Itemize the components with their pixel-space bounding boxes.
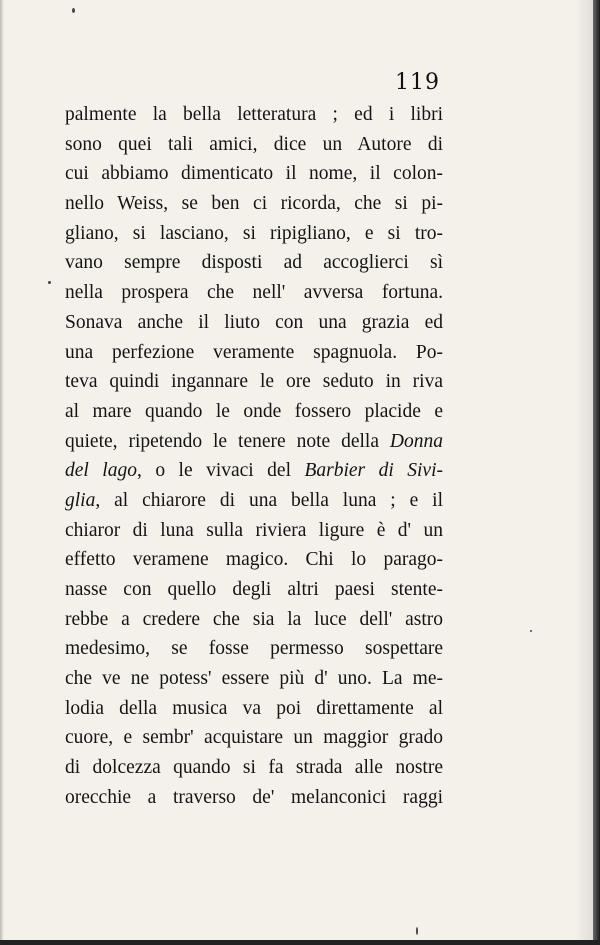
- text-line: Sonava anche il liuto con una grazia ed: [65, 311, 443, 333]
- body-text: [65, 100, 443, 813]
- text-line: sono quei tali amici, dice un Autore di: [65, 133, 443, 155]
- text-line: del lago, o le vivaci del Barbier di Sivi-: [65, 460, 443, 482]
- scan-speck: [72, 8, 75, 13]
- text-line: quiete, ripetendo le tenere note della Donna: [65, 430, 443, 452]
- text-line: cui abbiamo dimenticato il nome, il colon-: [65, 163, 443, 185]
- text-line: chiaror di luna sulla riviera ligure è d' un: [65, 519, 443, 541]
- page-bottom-edge: [0, 940, 600, 945]
- text-line: che ve ne potess' essere più d' uno. La me-: [65, 668, 443, 690]
- text-line: di dolcezza quando si fa strada alle nostre: [65, 757, 443, 779]
- text-line: medesimo, se fosse permesso sospettare: [65, 638, 443, 660]
- text-line: nasse con quello degli altri paesi stente-: [65, 579, 443, 600]
- scan-speck: [48, 281, 51, 284]
- text-line: al mare quando le onde fossero placide e: [65, 400, 443, 422]
- text-line: una perfezione veramente spagnuola. Po-: [65, 341, 443, 363]
- text-line: vano sempre disposti ad accoglierci sì: [65, 252, 443, 274]
- text-line: nello Weiss, se ben ci ricorda, che si pi-: [65, 193, 443, 215]
- text-line: gliano, si lasciano, si ripigliano, e si tro-: [65, 222, 443, 244]
- text-line: glia, al chiarore di una bella luna ; e il: [65, 489, 443, 511]
- page-gutter-shadow: [575, 0, 593, 945]
- text-line: teva quindi ingannare le ore seduto in riva: [65, 371, 443, 393]
- text-line: lodia della musica va poi direttamente al: [65, 697, 443, 719]
- text-line: nella prospera che nell' avversa fortuna.: [65, 282, 443, 304]
- page-right-edge: [593, 0, 600, 945]
- scan-speck: [416, 927, 418, 935]
- text-line: rebbe a credere che sia la luce dell' astro: [65, 608, 443, 630]
- page-left-edge: [0, 0, 4, 945]
- text-line: orecchie a traverso de' melanconici raggi: [65, 786, 443, 808]
- page-number: 119: [395, 70, 440, 95]
- text-line: palmente la bella letteratura ; ed i libri: [65, 104, 443, 125]
- scan-speck: [530, 630, 532, 632]
- text-line: cuore, e sembr' acquistare un maggior grado: [65, 727, 443, 749]
- text-line: effetto veramene magico. Chi lo parago-: [65, 549, 443, 571]
